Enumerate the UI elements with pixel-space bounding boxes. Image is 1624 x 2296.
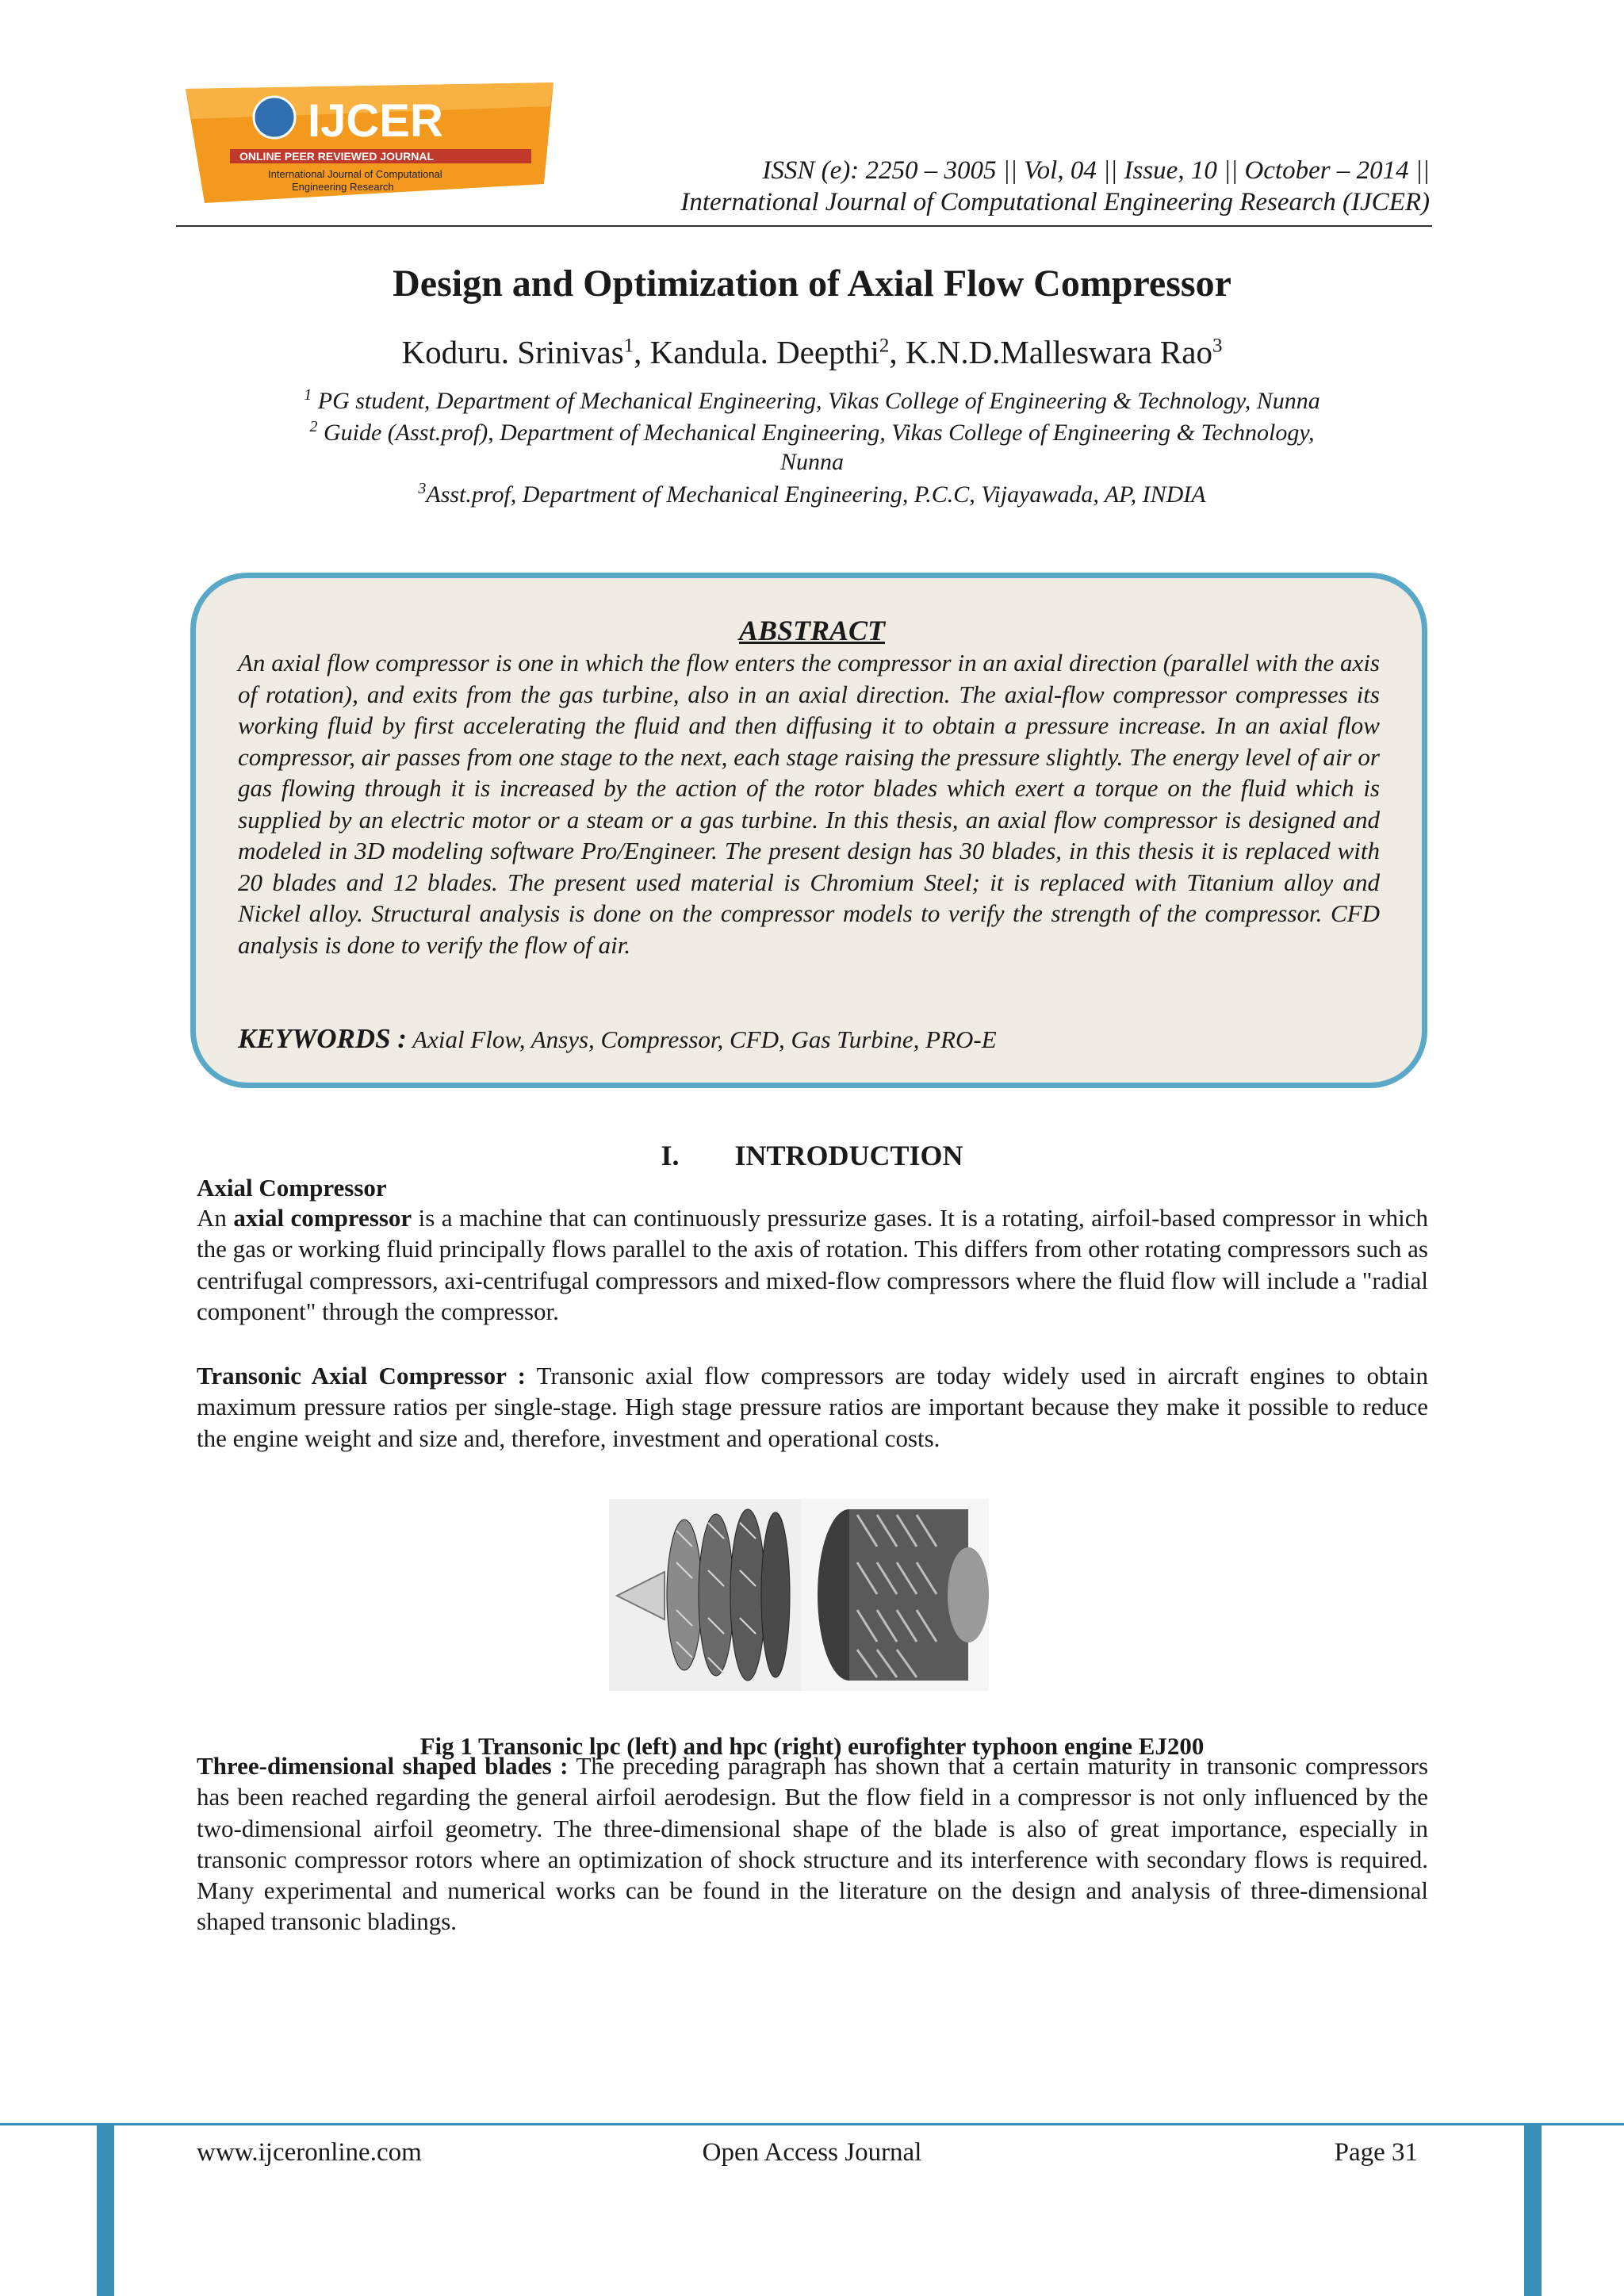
figure-caption: Fig 1 Transonic lpc (left) and hpc (right) eurofighter typhoon engine EJ200 [419, 1732, 1205, 1760]
subheading-axial-compressor: Axial Compressor [197, 1174, 387, 1202]
figure-hpc-image [802, 1499, 989, 1691]
paper-title: Design and Optimization of Axial Flow Compressor [393, 263, 1231, 305]
section-heading-introduction [0, 1139, 1624, 1172]
keywords [238, 1023, 997, 1055]
header-journal-line: International Journal of Computational Engineering Research (IJCER) [680, 188, 1430, 217]
keywords-label: KEYWORDS : [238, 1023, 407, 1054]
section-number: I. [661, 1140, 680, 1171]
affiliation-2: $^2$ Guide (Asst.prof), Department of Mechanical Engineering, Vikas College of Engineering & Technology, [309, 418, 1315, 446]
footer-url-link[interactable]: www.ijceronline.com [197, 2138, 422, 2167]
affiliation-3: $^3$Asst.prof, Department of Mechanical Engineering, P.C.C, Vijayawada, AP, INDIA [418, 480, 1206, 508]
ijcer-logo [181, 82, 577, 203]
author-name: Kandula. Deepthi [649, 334, 879, 370]
abstract-text: An axial flow compressor is one in which the flow enters the compressor in an axial direction (parallel with the axis of rotation), and exits from the gas turbine, also in an axial direction. The axial-flow compressor compresses its working fluid by first accelerating the fluid and then diffusing it to obtain a pressure increase. In an axial flow compressor, air passes from one stage to the next, each stage raising the pressure slightly. The energy level of air or gas flowing through it is increased by the action of the rotor blades which exert a torque on the fluid which is supplied by an electric motor or a steam or a gas turbine. In this thesis, an axial flow compressor is designed and modeled in 3D modeling software Pro/Engineer. The present design has 30 blades, in this thesis it is replaced with 20 blades and 12 blades. The present used material is Chromium Steel; it is replaced with Titanium alloy and Nickel alloy. Structural analysis is done on the compressor models to verify the strength of the compressor. CFD analysis is done to verify the flow of air. [238, 649, 1380, 959]
author-sup: 3 [1212, 335, 1223, 357]
logo-subline-1: International Journal of Computational [268, 168, 442, 180]
paragraph-axial-compressor: An axial compressor is a machine that can continuously pressurize gases. It is a rotating, airfoil-based compressor in which the gas or working fluid principally flows parallel to the axis of rotation. This differs from other rotating compressors such as centrifugal compressors, axi-centrifugal compressors and mixed-flow compressors where the fluid flow will include a "radial component" through the compressor. [197, 1204, 1428, 1325]
logo-tagline: ONLINE PEER REVIEWED JOURNAL [239, 150, 435, 163]
header-rule [176, 225, 1432, 227]
keywords-list: Axial Flow, Ansys, Compressor, CFD, Gas Turbine, PRO-E [406, 1025, 997, 1053]
author-list: Koduru. Srinivas$^1$, Kandula. Deepthi$^2$, K.N.D.Malleswara Rao$^3$ [401, 334, 1223, 370]
affiliation-2-continued: Nunna [779, 449, 844, 475]
section-title: INTRODUCTION [734, 1140, 963, 1171]
paragraph-transonic: Transonic Axial Compressor : Transonic axial flow compressors are today widely used in aircraft engines to obtain maximum pressure ratios per single-stage. High stage pressure ratios are important because they make it possible to reduce the engine weight and size and, therefore, investment and operational costs. [197, 1362, 1429, 1452]
footer-rule [0, 2123, 1624, 2125]
logo-subline-2: Engineering Research [292, 181, 394, 193]
figure-lpc-image [609, 1499, 802, 1691]
author-sup: 2 [879, 335, 890, 357]
logo-name: IJCER [308, 95, 443, 147]
header-issn-line: ISSN (e): 2250 – 3005 || Vol, 04 || Issue, 10 || October – 2014 || [762, 156, 1430, 185]
author-name: K.N.D.Malleswara Rao [905, 334, 1212, 370]
affiliation-1: $^1$ PG student, Department of Mechanical Engineering, Vikas College of Engineering & Technology, Nunna [304, 386, 1320, 414]
footer-open-access: Open Access Journal [702, 2138, 922, 2167]
author-name: Koduru. Srinivas [401, 334, 624, 370]
abstract-heading: ABSTRACT [738, 615, 886, 646]
author-sup: 1 [623, 335, 634, 357]
footer-page-number: Page 31 [1334, 2138, 1418, 2167]
paragraph-three-dimensional-blades: Three-dimensional shaped blades : The preceding paragraph has shown that a certain maturity in transonic compressors has been reached regarding the general airfoil aerodesign. But the flow field in a compressor is not only influenced by the two-dimensional airfoil geometry. The three-dimensional shape of the blade is also of great importance, especially in transonic compressor rotors where an optimization of shock structure and its interference with secondary flows is required. Many experimental and numerical works can be found in the literature on the design and analysis of three-dimensional shaped transonic bladings. [197, 1752, 1429, 1936]
